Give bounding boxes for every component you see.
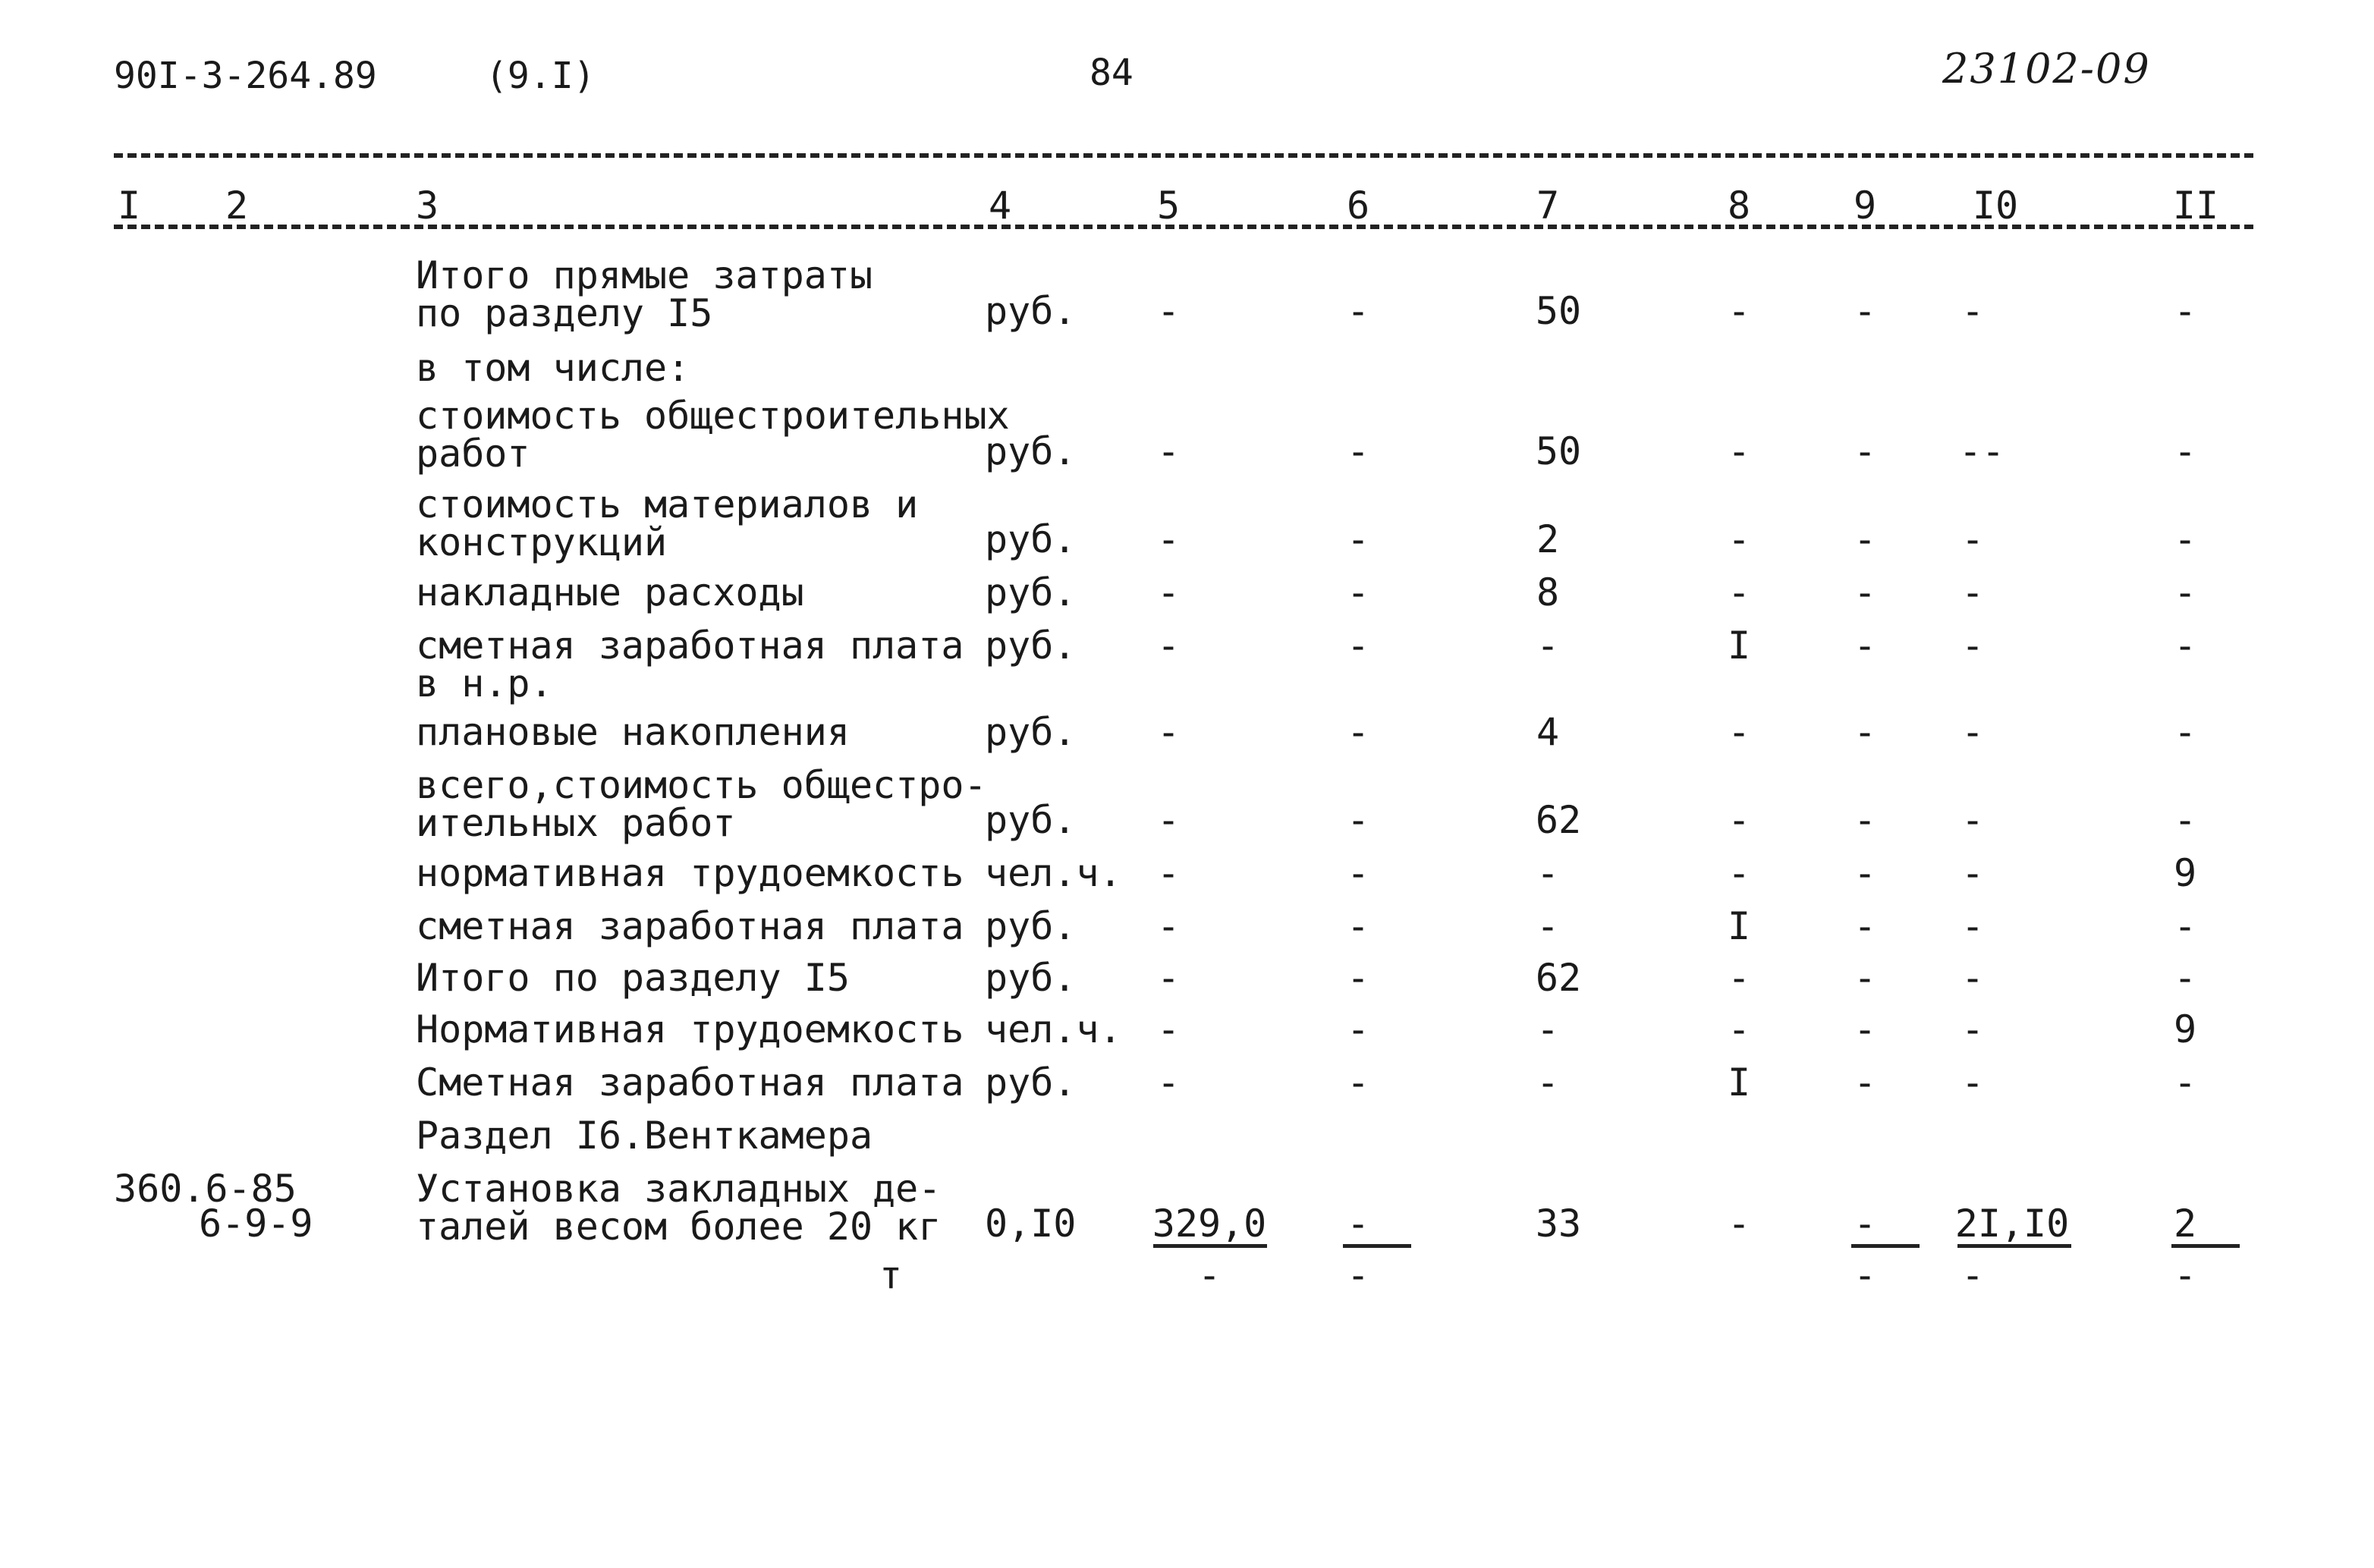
cell-col8: - — [1727, 798, 1751, 842]
cell-col9-denominator: - — [1853, 1253, 1877, 1297]
row-description: накладные расходы — [416, 570, 804, 614]
cell-col9: - — [1853, 1061, 1877, 1105]
cell-col10: - — [1961, 851, 1985, 895]
cell-col6: - — [1346, 429, 1370, 473]
cell-col5: 329,0 — [1152, 1202, 1267, 1246]
cell-col9: - — [1853, 517, 1877, 561]
row-unit: руб. — [985, 429, 1077, 473]
cell-col8: - — [1727, 1202, 1751, 1246]
cell-col9: - — [1853, 956, 1877, 1000]
fraction-bar — [2171, 1244, 2240, 1248]
cell-col8: - — [1727, 517, 1751, 561]
cell-col11: 9 — [2173, 1007, 2197, 1051]
row-unit: руб. — [985, 710, 1077, 754]
column-header: 3 — [416, 184, 439, 228]
inventory-signature: 23102-09 — [1942, 45, 2151, 93]
column-header: I — [117, 184, 141, 228]
cell-col10: - — [1961, 289, 1985, 333]
cell-col8: - — [1727, 1007, 1751, 1051]
cell-col7: - — [1536, 1061, 1560, 1105]
cell-col10: - — [1961, 710, 1985, 754]
cell-col5: - — [1156, 429, 1181, 473]
cell-col9: - — [1853, 1007, 1877, 1051]
row-unit: руб. — [985, 1061, 1077, 1105]
cell-col10: - — [1961, 624, 1985, 668]
cell-col7: - — [1536, 904, 1560, 948]
cell-col9: - — [1853, 1202, 1877, 1246]
cell-col9: - — [1853, 798, 1877, 842]
cell-col11: - — [2173, 289, 2197, 333]
column-header: 7 — [1536, 184, 1560, 228]
cell-col8: - — [1727, 956, 1751, 1000]
cell-col7: 50 — [1535, 289, 1582, 333]
cell-col5: - — [1156, 624, 1181, 668]
cell-col10: - — [1961, 570, 1985, 614]
subheading-including: в том числе: — [416, 346, 690, 390]
cell-col5: - — [1156, 570, 1181, 614]
cell-col10: - — [1961, 517, 1985, 561]
fraction-bar — [1343, 1244, 1411, 1248]
cell-col5: - — [1156, 904, 1181, 948]
cell-col7: 62 — [1535, 956, 1582, 1000]
cell-col9: - — [1853, 710, 1877, 754]
cell-col6: - — [1346, 1202, 1370, 1246]
cell-col7: 62 — [1535, 798, 1582, 842]
unit-denominator: т — [879, 1253, 903, 1297]
cell-col8: - — [1727, 570, 1751, 614]
section-number: (9.I) — [486, 55, 596, 97]
cell-col6: - — [1346, 624, 1370, 668]
row-unit: руб. — [985, 289, 1077, 333]
row-unit: руб. — [985, 904, 1077, 948]
cell-col11: - — [2173, 710, 2197, 754]
row-description: нормативная трудоемкость — [416, 851, 964, 895]
cell-col8: I — [1727, 904, 1751, 948]
cell-col5: - — [1156, 710, 1181, 754]
cell-col10: - — [1961, 1061, 1985, 1105]
norm-code: 360.6-85 — [114, 1167, 297, 1211]
cell-col6: - — [1346, 1007, 1370, 1051]
row-unit: чел.ч. — [985, 1007, 1122, 1051]
cell-col11: - — [2173, 624, 2197, 668]
cell-col10: -- — [1958, 429, 2005, 473]
cell-col10: 2I,I0 — [1954, 1202, 2070, 1246]
cell-col10: - — [1961, 956, 1985, 1000]
header-top-rule — [114, 153, 2253, 158]
cell-col9: - — [1853, 570, 1877, 614]
cell-col11: 9 — [2173, 851, 2197, 895]
cell-col7: 8 — [1536, 570, 1560, 614]
section-heading: Раздел I6.Венткамера — [416, 1114, 873, 1158]
cell-col6-denominator: - — [1346, 1253, 1370, 1297]
cell-col5: - — [1156, 1007, 1181, 1051]
cell-col8: - — [1727, 429, 1751, 473]
row-unit: руб. — [985, 798, 1077, 842]
cell-col10: - — [1961, 904, 1985, 948]
row-description: Сметная заработная плата — [416, 1061, 964, 1105]
cell-col10: - — [1961, 1007, 1985, 1051]
cell-col7: 50 — [1535, 429, 1582, 473]
row-unit: руб. — [985, 624, 1077, 668]
cell-col11: - — [2173, 570, 2197, 614]
cell-col9: - — [1853, 624, 1877, 668]
row-unit: руб. — [985, 517, 1077, 561]
row-description: сметная заработная плата — [416, 904, 964, 948]
cell-col8: - — [1727, 851, 1751, 895]
fraction-bar — [1153, 1244, 1267, 1248]
cell-col6: - — [1346, 289, 1370, 333]
column-header: 8 — [1727, 184, 1751, 228]
cell-col5: - — [1156, 517, 1181, 561]
cell-col10-denominator: - — [1961, 1253, 1985, 1297]
cell-col7: 4 — [1536, 710, 1560, 754]
column-header: 6 — [1346, 184, 1370, 228]
row-unit: руб. — [985, 956, 1077, 1000]
row-description: плановые накопления — [416, 710, 850, 754]
row-description: стоимость материалов и конструкций — [416, 482, 919, 564]
row-quantity: 0,I0 — [985, 1202, 1077, 1246]
fraction-bar — [1851, 1244, 1920, 1248]
cell-col11-denominator: - — [2173, 1253, 2197, 1297]
column-header: 4 — [988, 184, 1012, 228]
row-description: Итого прямые затраты по разделу I5 — [416, 253, 873, 335]
cell-col8: - — [1727, 710, 1751, 754]
column-header: 5 — [1156, 184, 1181, 228]
fraction-bar — [1957, 1244, 2071, 1248]
cell-col6: - — [1346, 904, 1370, 948]
cell-col5: - — [1156, 1061, 1181, 1105]
document-code: 90I-3-264.89 — [114, 55, 377, 97]
cell-col5: - — [1156, 956, 1181, 1000]
cell-col6: - — [1346, 851, 1370, 895]
cell-col8: I — [1727, 1061, 1751, 1105]
cell-col8: - — [1727, 289, 1751, 333]
cell-col9: - — [1853, 904, 1877, 948]
row-description: Установка закладных де- талей весом более 20 кг — [416, 1167, 942, 1249]
cell-col11: 2 — [2173, 1202, 2197, 1246]
row-description: Нормативная трудоемкость — [416, 1007, 964, 1051]
cell-col6: - — [1346, 956, 1370, 1000]
cell-col11: - — [2173, 956, 2197, 1000]
cell-col7: - — [1536, 624, 1560, 668]
cell-col11: - — [2173, 429, 2197, 473]
cell-col5: - — [1156, 851, 1181, 895]
cell-col11: - — [2173, 1061, 2197, 1105]
cell-col9: - — [1853, 851, 1877, 895]
row-description: всего,стоимость общестро- ительных работ — [416, 763, 987, 845]
cell-col6: - — [1346, 570, 1370, 614]
row-unit: руб. — [985, 570, 1077, 614]
row-description: Итого по разделу I5 — [416, 956, 850, 1000]
cell-col5: - — [1156, 289, 1181, 333]
cell-col5-denominator: - — [1197, 1253, 1222, 1297]
cell-col7: 2 — [1536, 517, 1560, 561]
cell-col8: I — [1727, 624, 1751, 668]
cell-col7: - — [1536, 851, 1560, 895]
cell-col5: - — [1156, 798, 1181, 842]
cell-col9: - — [1853, 429, 1877, 473]
column-header: I0 — [1972, 184, 2019, 228]
cell-col6: - — [1346, 798, 1370, 842]
cell-col6: - — [1346, 1061, 1370, 1105]
page-number: 84 — [1090, 52, 1134, 94]
cell-col11: - — [2173, 517, 2197, 561]
cell-col11: - — [2173, 798, 2197, 842]
cell-col6: - — [1346, 710, 1370, 754]
column-header: 2 — [225, 184, 249, 228]
row-description: сметная заработная плата в н.р. — [416, 624, 964, 705]
cell-col6: - — [1346, 517, 1370, 561]
cell-col11: - — [2173, 904, 2197, 948]
row-description: стоимость общестроительных работ — [416, 394, 1010, 476]
column-header: II — [2172, 184, 2219, 228]
cell-col7: - — [1536, 1007, 1560, 1051]
cell-col10: - — [1961, 798, 1985, 842]
norm-subcode: 6-9-9 — [199, 1202, 313, 1246]
cell-col7: 33 — [1535, 1202, 1582, 1246]
cell-col9: - — [1853, 289, 1877, 333]
column-header: 9 — [1853, 184, 1877, 228]
row-unit: чел.ч. — [985, 851, 1122, 895]
